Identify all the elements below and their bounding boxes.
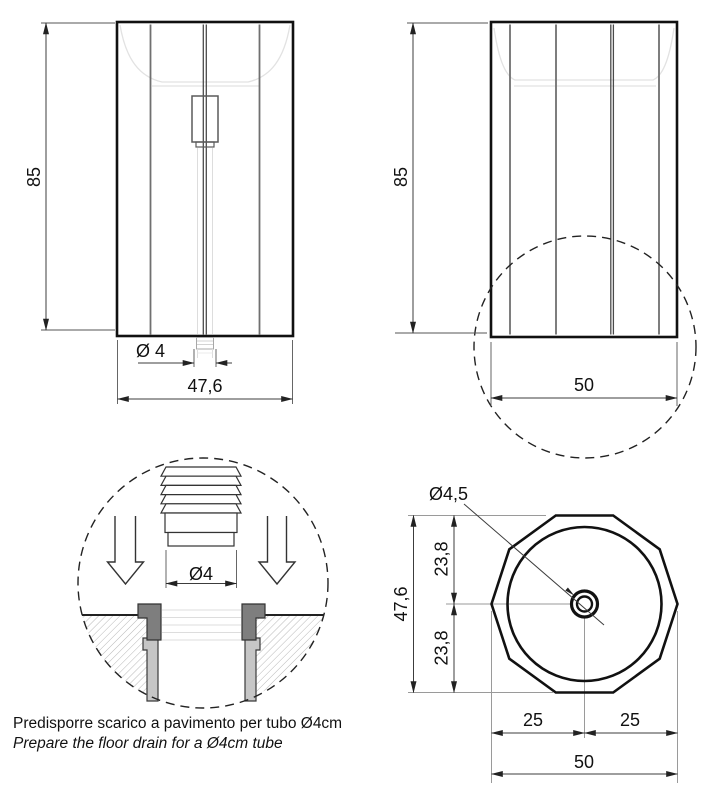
floor-hatch-left <box>82 615 147 695</box>
side-view <box>391 22 696 458</box>
plan-depth-total-dimension <box>391 516 414 693</box>
caption-english: Prepare the floor drain for a Ø4cm tube <box>13 735 283 752</box>
side-width-dimension <box>491 342 677 406</box>
plan-depth-total-label: 47,6 <box>391 586 411 622</box>
side-height-label: 85 <box>391 166 411 188</box>
side-body-outline <box>491 22 677 337</box>
front-height-label: 85 <box>24 166 44 188</box>
caption <box>13 715 342 752</box>
detail-reference-circle <box>474 236 696 458</box>
plan-half-left-label: 25 <box>522 710 544 730</box>
front-basin-ghost-line <box>120 25 290 82</box>
plan-width-total-dimension <box>492 752 678 774</box>
down-arrow-icon <box>259 516 295 584</box>
front-height-dimension <box>24 23 115 330</box>
side-height-dimension <box>391 23 488 333</box>
front-drain-label: Ø 4 <box>136 341 166 361</box>
plan-depth-front-label: 23,8 <box>431 541 452 577</box>
drain-opening-ghost-ribs <box>162 610 241 640</box>
plan-drain-label: Ø4,5 <box>429 484 469 504</box>
front-width-label: 47,6 <box>187 376 223 396</box>
corrugated-tube <box>161 467 241 546</box>
front-view <box>24 22 293 404</box>
side-width-label: 50 <box>573 375 595 395</box>
side-basin-ghost-line <box>494 28 674 80</box>
plan-width-label: 50 <box>573 752 595 772</box>
plan-half-right-label: 25 <box>619 710 641 730</box>
plan-depth-back-label: 23,8 <box>431 630 452 666</box>
front-body-outline <box>117 22 293 336</box>
down-arrow-icon <box>108 516 144 584</box>
detail-tube-label: Ø4 <box>188 564 214 584</box>
detail-view <box>78 458 328 708</box>
drain-fitting <box>192 96 218 142</box>
drain-stub <box>197 338 214 359</box>
front-drain-dimension <box>136 341 232 367</box>
floor-hatch-right <box>256 615 324 695</box>
detail-tube-dimension <box>166 550 237 588</box>
caption-italian: Predisporre scarico a pavimento per tubo Ø4cm <box>13 715 343 732</box>
plan-view <box>391 484 678 783</box>
